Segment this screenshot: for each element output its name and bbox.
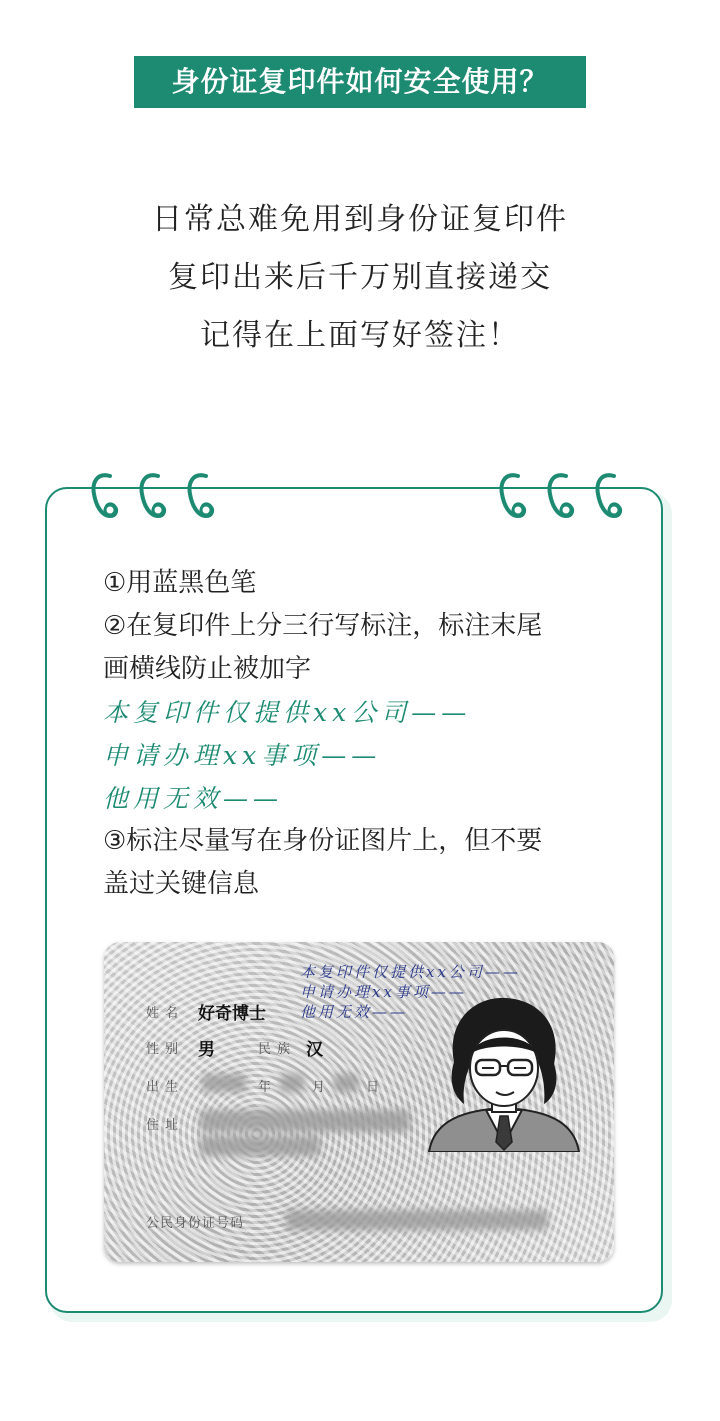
intro-line: 记得在上面写好签注！: [200, 318, 520, 353]
sample-annotation: 本复印件仅提供xx公司——: [103, 698, 472, 727]
step-text: 画横线防止被加字: [103, 654, 312, 684]
id-ethnic-value: 汉: [306, 1040, 323, 1060]
id-ethnic-label: 民族: [258, 1042, 297, 1057]
id-gender-label: 性别: [146, 1042, 185, 1057]
binder-ring-icon: [496, 466, 530, 524]
blurred-birth-day: [334, 1074, 358, 1092]
intro-line: 复印出来后千万别直接递交: [168, 260, 552, 295]
binder-ring-icon: [136, 466, 170, 524]
step-text: ②在复印件上分三行写标注，标注末尾: [103, 611, 543, 641]
title-banner: 身份证复印件如何安全使用？: [134, 56, 586, 108]
overlay-line: 申请办理xx事项——: [300, 983, 467, 1001]
step-text: ③标注尽量写在身份证图片上，但不要: [103, 826, 543, 856]
id-gender-value: 男: [198, 1040, 215, 1060]
blurred-birth-month: [280, 1074, 304, 1092]
blurred-address: [200, 1136, 320, 1156]
blurred-address: [200, 1110, 410, 1132]
step-text: ①用蓝黑色笔: [103, 568, 257, 598]
note-content: [103, 562, 623, 906]
id-year-label: 年: [258, 1080, 278, 1095]
binder-ring-icon: [88, 466, 122, 524]
intro-line: 日常总难免用到身份证复印件: [152, 202, 568, 237]
blurred-id-number: [286, 1210, 548, 1230]
id-address-label: 住址: [146, 1118, 185, 1133]
id-number-label: 公民身份证号码: [146, 1216, 245, 1231]
binder-ring-icon: [544, 466, 578, 524]
id-card-image: [104, 942, 614, 1262]
id-birth-label: 出生: [146, 1080, 185, 1095]
sample-annotation: 他用无效——: [103, 784, 284, 813]
binder-ring-icon: [592, 466, 626, 524]
id-name-label: 姓名: [146, 1006, 185, 1021]
blurred-birth-year: [202, 1074, 246, 1092]
id-month-label: 月: [312, 1080, 332, 1095]
overlay-line: 本复印件仅提供xx公司——: [300, 963, 521, 981]
intro-text: [0, 196, 720, 370]
id-day-label: 日: [366, 1080, 386, 1095]
id-name-value: 好奇博士: [198, 1004, 266, 1024]
binder-ring-icon: [184, 466, 218, 524]
sample-annotation: 申请办理xx事项——: [103, 741, 382, 770]
overlay-line: 他用无效——: [300, 1003, 409, 1021]
step-text: 盖过关键信息: [103, 869, 260, 899]
id-overlay-annotation: [300, 962, 614, 1022]
